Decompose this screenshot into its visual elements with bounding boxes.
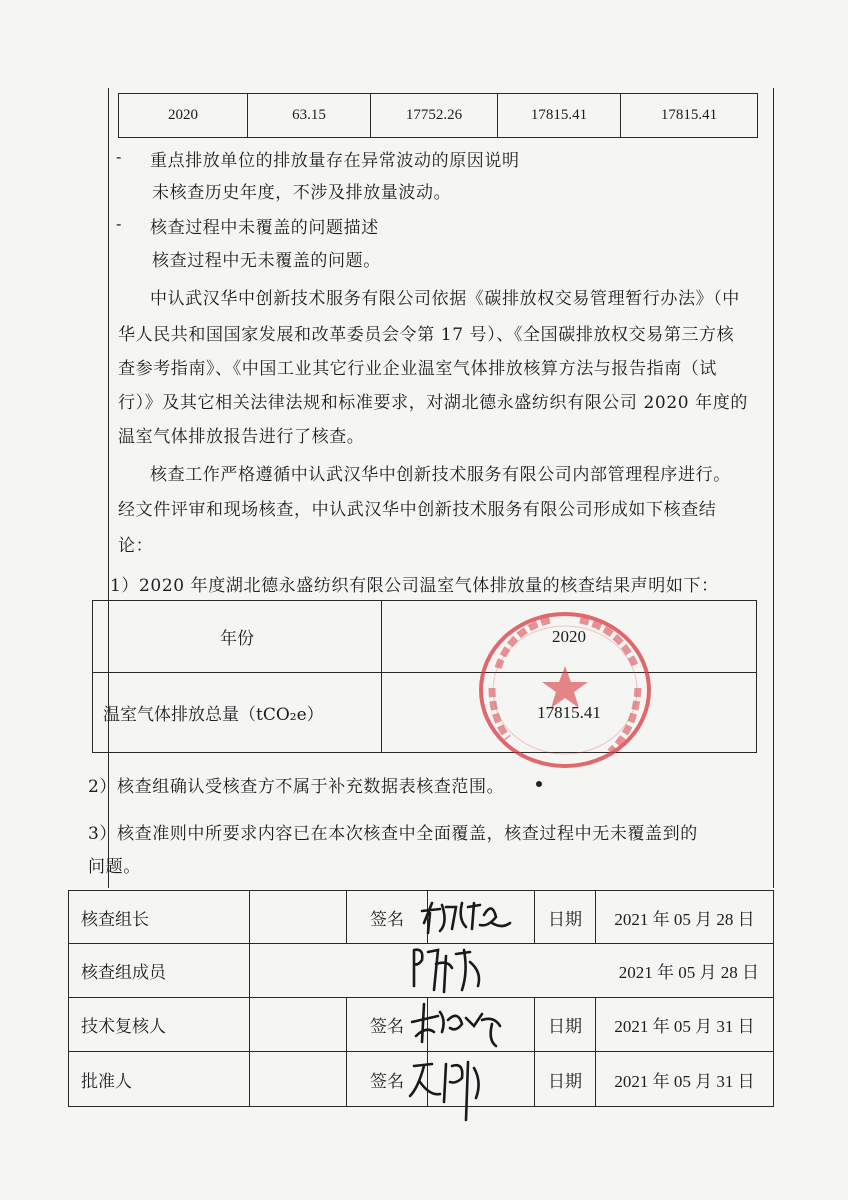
- blank-cell: [250, 1052, 347, 1107]
- total-emissions-value: 17815.41: [382, 673, 757, 753]
- paragraph-line: 经文件评审和现场核查，中认武汉华中创新技术服务有限公司形成如下核查结: [118, 500, 717, 520]
- document-frame: [108, 88, 774, 888]
- blank-cell: [250, 998, 347, 1052]
- section-body: 核查过程中无未覆盖的问题。: [152, 251, 381, 271]
- paragraph-line: 核查工作严格遵循中认武汉华中创新技术服务有限公司内部管理程序进行。: [150, 465, 731, 485]
- value-cell: 17752.26: [371, 94, 498, 138]
- paragraph-line: 温室气体排放报告进行了核查。: [118, 427, 365, 447]
- date-value: 2021 年 05 月 28 日: [596, 944, 774, 998]
- value-cell: 17815.41: [498, 94, 621, 138]
- date-value: 2021 年 05 月 31 日: [596, 998, 774, 1052]
- total-emissions-label: 温室气体排放总量（tCO₂e）: [93, 673, 382, 753]
- blank-cell: [250, 891, 347, 944]
- paragraph-line: 行）》及其它相关法律法规和标准要求，对湖北德永盛纺织有限公司 2020 年度的: [118, 393, 748, 413]
- date-value: 2021 年 05 月 28 日: [596, 891, 774, 944]
- paragraph-line: 查参考指南》、《中国工业其它行业企业温室气体排放核算方法与报告指南（试: [118, 359, 717, 379]
- signature-team-member: [408, 942, 488, 1000]
- value-cell: 17815.41: [621, 94, 758, 138]
- bullet-mark: -: [116, 214, 122, 233]
- role-label: 核查组长: [69, 891, 250, 944]
- year-label: 年份: [93, 601, 382, 673]
- signature-technical-reviewer: [408, 996, 504, 1052]
- conclusion-1: 1）2020 年度湖北德永盛纺织有限公司温室气体排放量的核查结果声明如下：: [110, 576, 719, 596]
- section-body: 未核查历史年度，不涉及排放量波动。: [152, 183, 452, 203]
- paragraph-line: 论：: [118, 536, 154, 556]
- ink-dot: [536, 781, 542, 787]
- role-label: 核查组成员: [69, 944, 250, 998]
- date-label: 日期: [535, 1052, 596, 1107]
- year-value: 2020: [382, 601, 757, 673]
- sign-label: 签名: [347, 998, 428, 1052]
- bullet-mark: -: [116, 147, 122, 166]
- date-label: 日期: [535, 891, 596, 944]
- year-cell: 2020: [119, 94, 248, 138]
- emissions-summary-row: [118, 93, 758, 138]
- sign-label: 签名: [347, 1052, 428, 1107]
- sign-label: 签名: [347, 891, 428, 944]
- signature-team-leader: [418, 893, 514, 939]
- paragraph-line: 华人民共和国国家发展和改革委员会令第 17 号）、《全国碳排放权交易第三方核: [118, 325, 735, 345]
- conclusion-3-line: 问题。: [88, 857, 141, 877]
- company-seal-stamp: [470, 608, 660, 778]
- conclusion-3-line: 3）核查准则中所要求内容已在本次核查中全面覆盖，核查过程中无未覆盖到的: [88, 824, 698, 844]
- date-value: 2021 年 05 月 31 日: [596, 1052, 774, 1107]
- section-heading: 核查过程中未覆盖的问题描述: [150, 218, 379, 238]
- role-label: 技术复核人: [69, 998, 250, 1052]
- signature-approver: [406, 1052, 496, 1124]
- value-cell: 63.15: [248, 94, 371, 138]
- section-heading: 重点排放单位的排放量存在异常波动的原因说明: [150, 151, 520, 171]
- role-label: 批准人: [69, 1052, 250, 1107]
- date-label: 日期: [535, 998, 596, 1052]
- paragraph-line: 中认武汉华中创新技术服务有限公司依据《碳排放权交易管理暂行办法》（中: [150, 289, 740, 309]
- conclusion-2: 2）核查组确认受核查方不属于补充数据表核查范围。: [88, 777, 505, 797]
